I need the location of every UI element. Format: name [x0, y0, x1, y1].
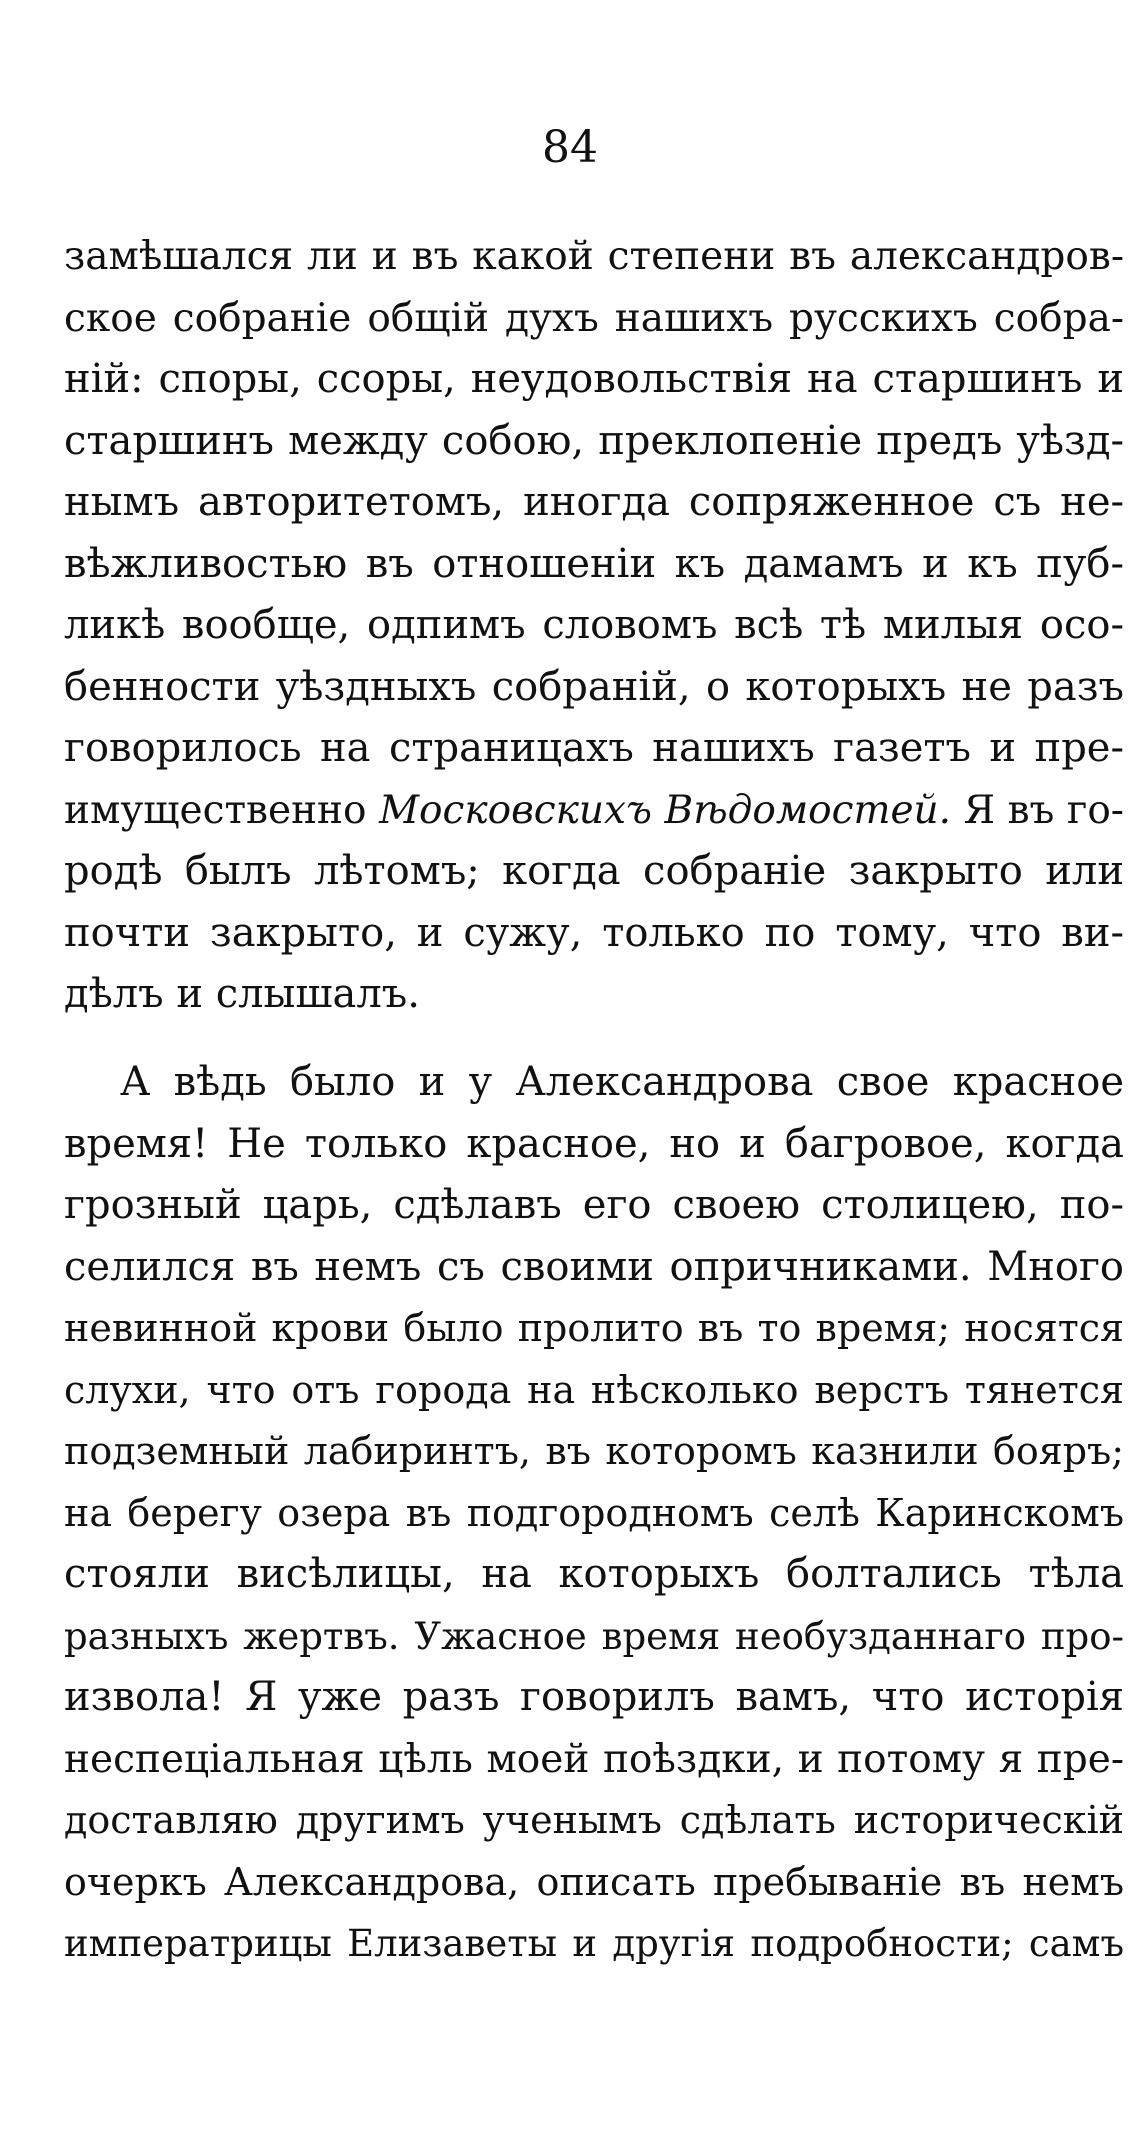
text-line: нымъ авторитетомъ, иногда сопряженное съ не- [64, 479, 1124, 525]
newspaper-title: Московскихъ Вѣдомостей. [379, 787, 952, 833]
text-line: дѣлъ и слышалъ. [64, 971, 420, 1017]
text-line: невинной крови было пролито въ то время; носятся [64, 1306, 1124, 1350]
text-line: ликѣ вообще, одпимъ словомъ всѣ тѣ милыя осо- [64, 602, 1124, 648]
text-line: стояли висѣлицы, на которыхъ болтались тѣла [64, 1551, 1124, 1597]
text-line: селился въ немъ съ своими опричниками. Много [64, 1243, 1124, 1290]
text-line: неспеціальная цѣль моей поѣздки, и потому я пре- [64, 1736, 1124, 1782]
text-line: очеркъ Александрова, описать пребываніе въ немъ [64, 1859, 1124, 1904]
text-fragment: Я въ го- [951, 787, 1124, 833]
text-line: извола! Я уже разъ говорилъ вамъ, что исторія [64, 1674, 1124, 1720]
text-fragment: имущественно [64, 787, 380, 833]
text-line: императрицы Елизаветы и другія подробности; самъ [64, 1922, 1124, 1965]
text-line: ній: споры, ссоры, неудовольствія на старшинъ и [64, 356, 1124, 402]
text-line: старшинъ между собою, преклопеніе предъ уѣзд- [64, 417, 1124, 464]
text-line: слухи, что отъ города на нѣсколько верстъ тянется [64, 1367, 1124, 1412]
paragraph-continued [64, 226, 1124, 1026]
text-line: время! Не только красное, но и багровое, когда [64, 1120, 1124, 1167]
text-line-with-italic [64, 780, 1124, 842]
text-line: доставляю другимъ ученымъ сдѣлать историческій [64, 1798, 1124, 1842]
page-number: 84 [542, 122, 598, 173]
text-line: подземный лабиринтъ, въ которомъ казнили бояръ; [64, 1429, 1124, 1473]
text-line: родѣ былъ лѣтомъ; когда собраніе закрыто или [64, 848, 1124, 894]
text-line: ское собраніе общій духъ нашихъ русскихъ собра- [64, 295, 1124, 341]
text-line: А вѣдь было и у Александрова свое красное [120, 1059, 1124, 1105]
paragraph [64, 1052, 1124, 1975]
text-line: грозный царь, сдѣлавъ его своею столицею, по- [64, 1182, 1124, 1228]
text-line: вѣжливостью въ отношеніи къ дамамъ и къ пуб- [64, 540, 1124, 587]
text-line: почти закрыто, и сужу, только по тому, что ви- [64, 909, 1124, 956]
text-line: разныхъ жертвъ. Ужасное время необузданнаго про- [64, 1614, 1124, 1658]
text-line: говорилось на страницахъ нашихъ газетъ и пре- [64, 725, 1124, 771]
text-line: бенности уѣздныхъ собраній, о которыхъ не разъ [64, 663, 1124, 710]
text-line: замѣшался ли и въ какой степени въ александров- [64, 234, 1124, 279]
text-line: на берегу озера въ подгородномъ селѣ Каринскомъ [64, 1490, 1124, 1535]
